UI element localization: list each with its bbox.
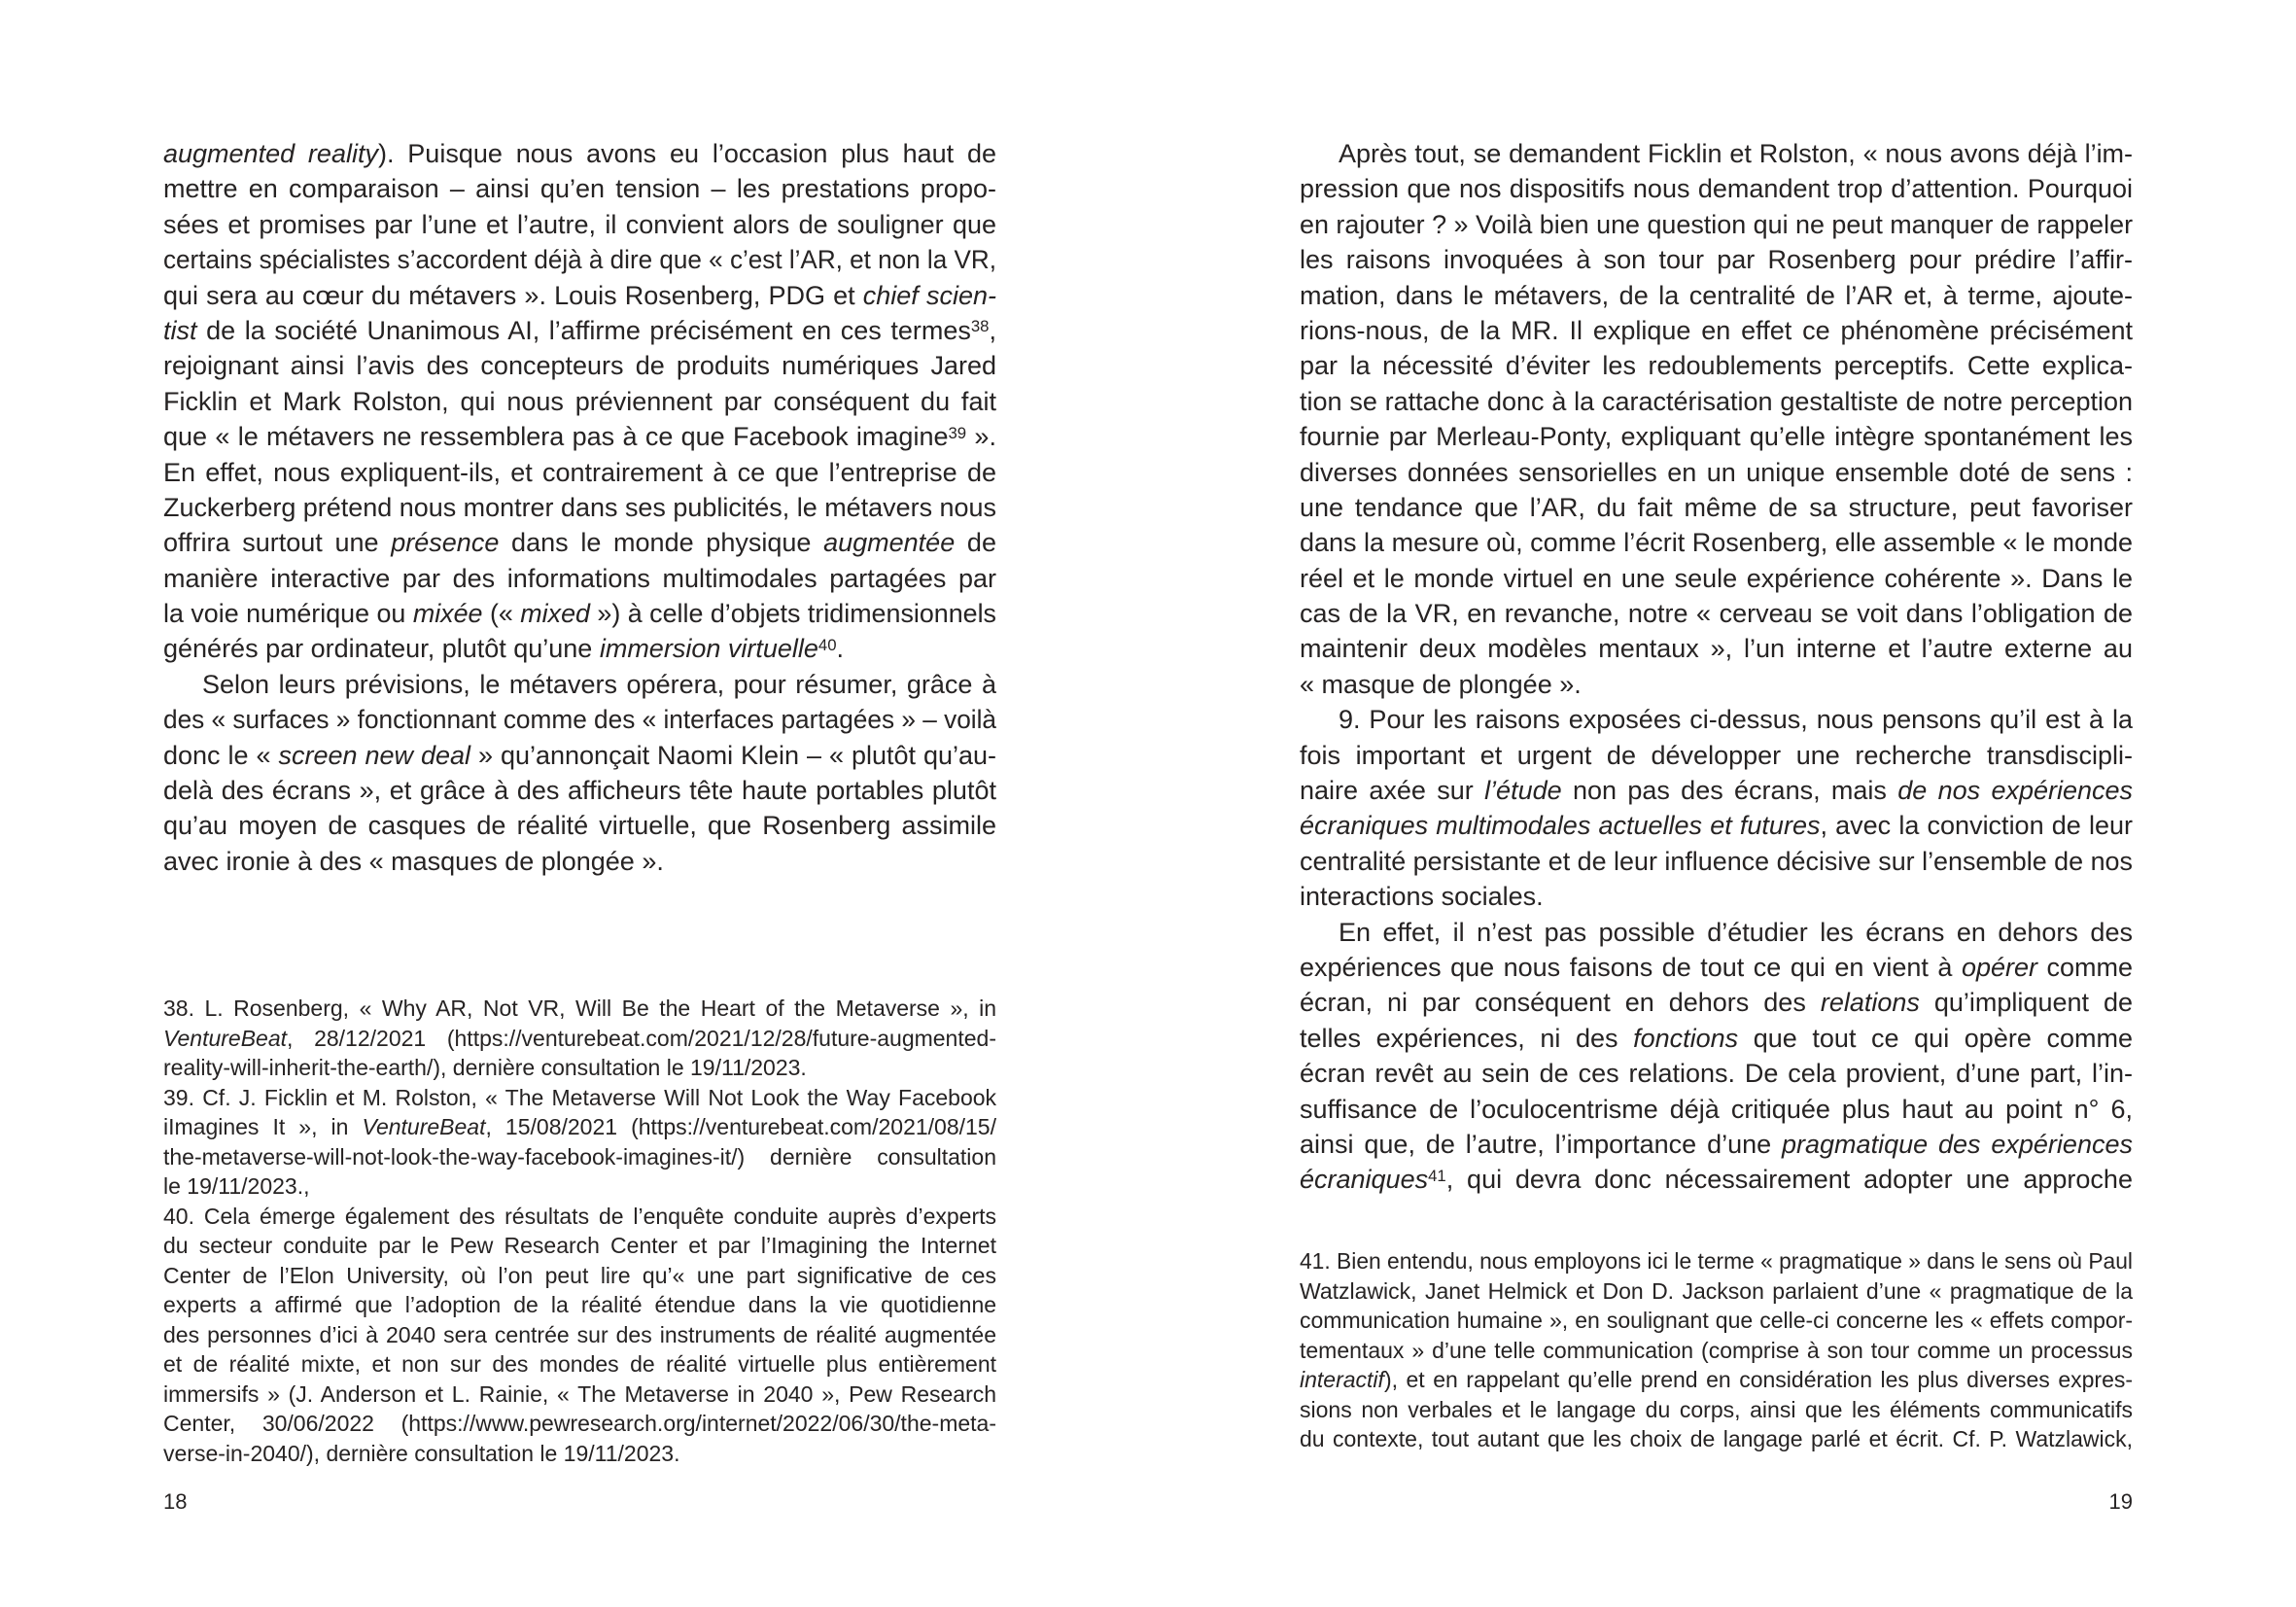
text-line: diverses données sensorielles en un unique ensemble doté de sens : [1300, 457, 2134, 487]
text-line: 41. Bien entendu, nous employons ici le terme « pragmatique » dans le sens où Paul [1300, 1248, 2133, 1274]
text-line: telles expériences, ni des fonctions que tout ce qui opère comme [1300, 1023, 2133, 1053]
text-line: mettre en comparaison – ainsi qu’en tension – les prestations propo- [163, 174, 996, 204]
text-line: manière interactive par des informations multimodales partagées par [163, 563, 997, 593]
text-line: immersifs » (J. Anderson et L. Rainie, « The Metaverse in 2040 », Pew Research [163, 1380, 997, 1407]
right-page-footnotes [1300, 1246, 2133, 1454]
text-line: experts a affirmé que l’adoption de la réalité étendue dans la vie quotidienne [163, 1292, 997, 1317]
text-line: Center de l’Elon University, où l’on peut lire qu’« une part significative de ces [163, 1262, 996, 1288]
text-line: une tendance que l’AR, du fait même de sa structure, peut favoriser [1300, 492, 2134, 522]
text-line: 9. Pour les raisons exposées ci-dessus, nous pensons qu’il est à la [1339, 705, 2133, 735]
text-line: verse-in-2040/), dernière consultation le 19/11/2023. [163, 1440, 680, 1466]
text-line: du contexte, tout autant que les choix de langage parlé et écrit. Cf. P. Watzlawick, [1300, 1426, 2134, 1451]
text-line: the-metaverse-will-not-look-the-way-facebook-imagines-it/) dernière consultation [163, 1143, 996, 1170]
page-number-left: 18 [163, 1489, 188, 1514]
text-line: Zuckerberg prétend nous montrer dans ses publicités, le métavers nous [163, 492, 996, 522]
text-line: Après tout, se demandent Ficklin et Rolston, « nous avons déjà l’im- [1339, 139, 2134, 168]
text-line: le 19/11/2023., [163, 1173, 310, 1199]
text-line: expériences que nous faisons de tout ce qui en vient à opérer comme [1300, 952, 2134, 982]
text-line: certains spécialistes s’accordent déjà à dire que « c’est l’AR, et non la VR, [163, 245, 996, 275]
text-line: ainsi que, de l’autre, l’importance d’une pragmatique des expériences [1300, 1129, 2133, 1159]
text-line: Center, 30/06/2022 (https://www.pewresearch.org/internet/2022/06/30/the-meta- [163, 1411, 996, 1436]
text-line: 38. L. Rosenberg, « Why AR, Not VR, Will Be the Heart of the Metaverse », in [163, 996, 997, 1021]
text-line: du secteur conduite par le Pew Research Center et par l’Imagining the Internet [163, 1233, 996, 1258]
text-line: qui sera au cœur du métavers ». Louis Rosenberg, PDG et chief scien- [163, 280, 996, 310]
text-line: tist de la société Unanimous AI, l’affirme précisément en ces termes$^{38}$, [163, 315, 997, 345]
text-line: Ficklin et Mark Rolston, qui nous préviennent par conséquent du fait [163, 386, 996, 416]
text-line: écran, ni par conséquent en dehors des relations qu’impliquent de [1300, 988, 2134, 1018]
text-line: 39. Cf. J. Ficklin et M. Rolston, « The Metaverse Will Not Look the Way Facebook [163, 1084, 997, 1110]
text-line: rejoignant ainsi l’avis des concepteurs de produits numériques Jared [163, 351, 996, 381]
text-line: interactions sociales. [1300, 882, 1544, 912]
text-line: les raisons invoquées à son tour par Rosenberg pour prédire l’affir- [1300, 245, 2133, 275]
text-line: tion se rattache donc à la caractérisation gestaltiste de notre perception [1300, 386, 2134, 416]
text-line: écran revêt au sein de ces relations. De cela provient, d’une part, l’in- [1300, 1059, 2134, 1089]
text-line: écraniques multimodales actuelles et futures, avec la conviction de leur [1300, 811, 2133, 841]
text-line: et de réalité mixte, et non sur des mondes de réalité virtuelle plus entièrement [163, 1351, 997, 1377]
text-line: par la nécessité d’éviter les redoublements perceptifs. Cette explica- [1300, 351, 2133, 381]
text-line: la voie numérique ou mixée (« mixed ») à celle d’objets tridimensionnels [163, 599, 996, 629]
text-line: Watzlawick, Janet Helmick et Don D. Jackson parlaient d’une « pragmatique de la [1300, 1277, 2134, 1304]
text-line: fournie par Merleau-Ponty, expliquant qu’elle intègre spontanément les [1300, 422, 2133, 452]
text-line: Selon leurs prévisions, le métavers opérera, pour résumer, grâce à [202, 669, 997, 699]
text-line: réel et le monde virtuel en une seule expérience cohérente ». Dans le [1300, 563, 2133, 593]
text-line: des personnes d’ici à 2040 sera centrée sur des instruments de réalité augmentée [163, 1321, 996, 1347]
text-line: sées et promises par l’une et l’autre, il convient alors de souligner que [163, 209, 997, 239]
text-line: donc le « screen new deal » qu’annonçait Naomi Klein – « plutôt qu’au- [163, 740, 997, 770]
text-line: suffisance de l’oculocentrisme déjà critiquée plus haut au point n° 6, [1300, 1094, 2133, 1124]
text-line: sions non verbales et le langage du corps, ainsi que les éléments communicatifs [1300, 1396, 2133, 1422]
text-line: que « le métavers ne ressemblera pas à ce que Facebook imagine$^{39}$ ». [163, 422, 996, 452]
text-line: delà des écrans », et grâce à des afficheurs tête haute portables plutôt [163, 776, 996, 806]
left-page-body-text [163, 136, 996, 879]
text-line: communication humaine », en soulignant que celle-ci concerne les « effets compor- [1300, 1308, 2134, 1333]
text-line: pression que nos dispositifs nous demandent trop d’attention. Pourquoi [1300, 174, 2133, 204]
text-line: « masque de plongée ». [1300, 669, 1582, 699]
text-line: 40. Cela émerge également des résultats de l’enquête conduite auprès d’experts [163, 1203, 997, 1229]
text-line: VentureBeat, 28/12/2021 (https://venturebeat.com/2021/12/28/future-augmented- [163, 1025, 996, 1051]
text-line: iImagines It », in VentureBeat, 15/08/2021 (https://venturebeat.com/2021/08/15/ [163, 1114, 996, 1139]
text-line: augmented reality). Puisque nous avons eu l’occasion plus haut de [163, 139, 996, 168]
text-line: naire axée sur l’étude non pas des écrans, mais de nos expériences [1300, 776, 2134, 806]
left-page-footnotes [163, 994, 996, 1468]
text-line: qu’au moyen de casques de réalité virtuelle, que Rosenberg assimile [163, 811, 997, 841]
text-line: générés par ordinateur, plutôt qu’une immersion virtuelle$^{40}$. [163, 634, 845, 664]
page-number-right: 19 [2108, 1489, 2133, 1514]
text-line: maintenir deux modèles mentaux », l’un interne et l’autre externe au [1300, 634, 2133, 664]
text-line: mation, dans le métavers, de la centralité de l’AR et, à terme, ajoute- [1300, 280, 2134, 310]
text-line: fois important et urgent de développer une recherche transdiscipli- [1300, 740, 2133, 770]
text-line: reality-will-inherit-the-earth/), dernière consultation le 19/11/2023. [163, 1055, 807, 1080]
text-line: centralité persistante et de leur influence décisive sur l’ensemble de nos [1300, 846, 2133, 876]
text-line: écraniques$^{41}$, qui devra donc nécessairement adopter une approche [1300, 1165, 2133, 1195]
text-line: En effet, nous expliquent-ils, et contrairement à ce que l’entreprise de [163, 457, 996, 487]
text-line: tementaux » d’une telle communication (comprise à son tour comme un processus [1300, 1337, 2133, 1363]
text-line: en rajouter ? » Voilà bien une question qui ne peut manquer de rappeler [1300, 209, 2134, 239]
text-line: interactif), et en rappelant qu’elle prend en considération les plus diverses expres- [1300, 1367, 2134, 1392]
text-line: offrira surtout une présence dans le monde physique augmentée de [163, 528, 996, 558]
text-line: rions-nous, de la MR. Il explique en effet ce phénomène précisément [1300, 315, 2133, 345]
text-line: cas de la VR, en revanche, notre « cerveau se voit dans l’obligation de [1300, 599, 2134, 629]
right-page-body-text [1300, 136, 2133, 1198]
text-line: avec ironie à des « masques de plongée ». [163, 846, 664, 876]
text-line: En effet, il n’est pas possible d’étudier les écrans en dehors des [1339, 917, 2133, 947]
text-line: dans la mesure où, comme l’écrit Rosenberg, elle assemble « le monde [1300, 528, 2134, 558]
text-line: des « surfaces » fonctionnant comme des « interfaces partagées » – voilà [163, 705, 997, 735]
